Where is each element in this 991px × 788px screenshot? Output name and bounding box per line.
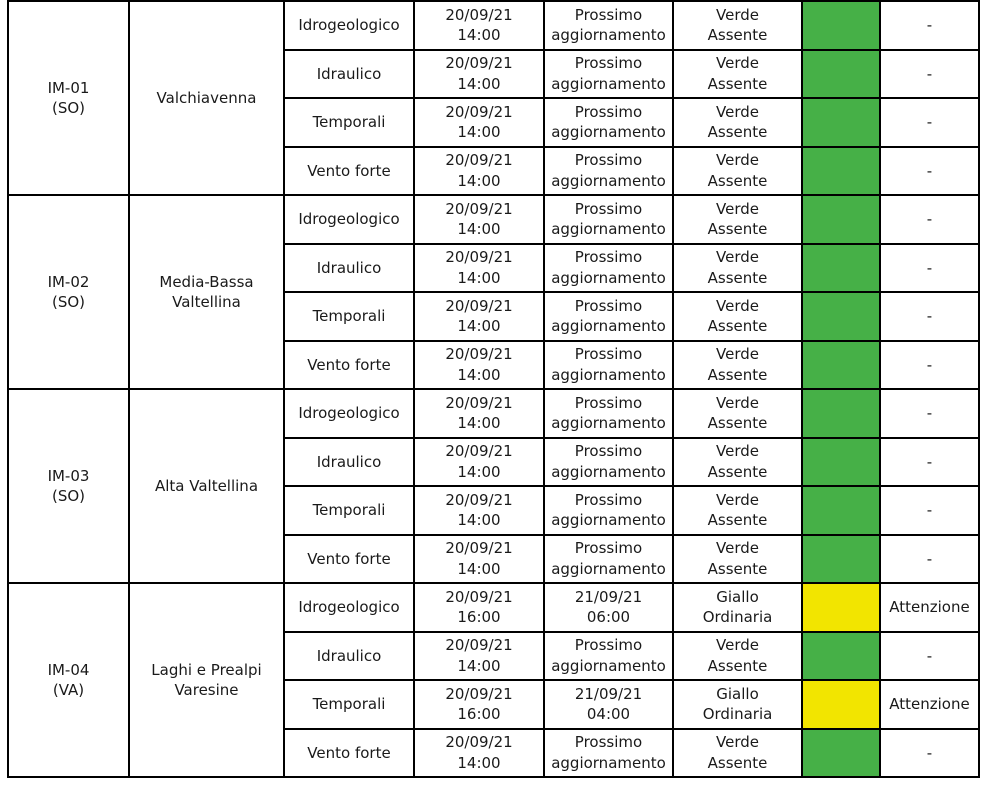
issue-datetime-cell-line-2: 14:00	[457, 220, 501, 239]
table-row	[8, 195, 979, 244]
issue-datetime-cell-line-2: 14:00	[457, 414, 501, 433]
alert-color-swatch	[802, 680, 880, 729]
next-update-cell-line-1: Prossimo	[574, 733, 643, 752]
alert-level-cell-line-1: Verde	[716, 393, 759, 412]
alert-table	[7, 0, 980, 778]
issue-datetime-cell	[414, 147, 544, 196]
issue-datetime-cell-line-1: 20/09/21	[445, 248, 513, 267]
next-update-cell-line-1: Prossimo	[574, 54, 643, 73]
alert-level-cell	[673, 244, 802, 293]
risk-type-cell: Vento forte	[284, 729, 414, 778]
alert-level-cell-line-1: Verde	[716, 539, 759, 558]
next-update-cell	[544, 195, 673, 244]
alert-level-cell-line-2: Assente	[707, 511, 768, 530]
risk-type-cell: Vento forte	[284, 535, 414, 584]
zone-code-cell	[8, 1, 129, 195]
alert-level-cell	[673, 583, 802, 632]
zone-name-cell	[129, 195, 284, 389]
next-update-cell	[544, 535, 673, 584]
zone-code-cell	[8, 583, 129, 777]
issue-datetime-cell	[414, 583, 544, 632]
zone-name-cell-line-2: Varesine	[174, 681, 239, 699]
alert-level-cell-line-2: Assente	[707, 559, 768, 578]
next-update-cell	[544, 244, 673, 293]
operative-phase-cell: -	[880, 632, 979, 681]
next-update-cell-line-2: aggiornamento	[551, 365, 666, 384]
issue-datetime-cell	[414, 1, 544, 50]
next-update-cell	[544, 1, 673, 50]
operative-phase-cell: -	[880, 98, 979, 147]
next-update-cell-line-1: Prossimo	[574, 151, 643, 170]
alert-level-cell	[673, 486, 802, 535]
operative-phase-cell: -	[880, 535, 979, 584]
next-update-cell-line-1: Prossimo	[574, 296, 643, 315]
alert-level-cell	[673, 389, 802, 438]
alert-level-cell	[673, 729, 802, 778]
issue-datetime-cell-line-2: 14:00	[457, 268, 501, 287]
next-update-cell-line-1: Prossimo	[574, 199, 643, 218]
issue-datetime-cell-line-2: 14:00	[457, 511, 501, 530]
zone-code-cell-line-1: IM-02	[47, 272, 90, 291]
next-update-cell-line-1: Prossimo	[574, 442, 643, 461]
issue-datetime-cell-line-1: 20/09/21	[445, 490, 513, 509]
next-update-cell-line-1: Prossimo	[574, 345, 643, 364]
issue-datetime-cell-line-1: 20/09/21	[445, 5, 513, 24]
alert-level-cell	[673, 195, 802, 244]
issue-datetime-cell-line-2: 16:00	[457, 608, 501, 627]
alert-color-swatch	[802, 98, 880, 147]
alert-color-swatch	[802, 729, 880, 778]
alert-level-cell-line-1: Giallo	[716, 684, 759, 703]
operative-phase-cell: -	[880, 341, 979, 390]
issue-datetime-cell-line-1: 20/09/21	[445, 102, 513, 121]
alert-level-cell-line-2: Assente	[707, 74, 768, 93]
next-update-cell-line-2: aggiornamento	[551, 268, 666, 287]
next-update-cell-line-1: 21/09/21	[574, 587, 643, 606]
issue-datetime-cell-line-2: 16:00	[457, 705, 501, 724]
alert-level-cell-line-2: Assente	[707, 365, 768, 384]
next-update-cell-line-2: aggiornamento	[551, 171, 666, 190]
risk-type-cell: Idrogeologico	[284, 583, 414, 632]
issue-datetime-cell-line-2: 14:00	[457, 559, 501, 578]
operative-phase-cell: -	[880, 50, 979, 99]
risk-type-cell: Idrogeologico	[284, 195, 414, 244]
issue-datetime-cell	[414, 438, 544, 487]
issue-datetime-cell-line-2: 14:00	[457, 123, 501, 142]
alert-level-cell-line-1: Verde	[716, 636, 759, 655]
alert-level-cell-line-1: Verde	[716, 248, 759, 267]
next-update-cell-line-1: Prossimo	[574, 248, 643, 267]
alert-level-cell-line-2: Ordinaria	[702, 608, 773, 627]
alert-level-cell-line-2: Assente	[707, 26, 768, 45]
next-update-cell-line-1: Prossimo	[574, 636, 643, 655]
issue-datetime-cell	[414, 244, 544, 293]
issue-datetime-cell	[414, 729, 544, 778]
issue-datetime-cell-line-1: 20/09/21	[445, 393, 513, 412]
zone-code-cell-line-2: (SO)	[51, 487, 86, 505]
zone-code-cell-line-2: (SO)	[51, 293, 86, 311]
table-row	[8, 583, 979, 632]
alert-color-swatch	[802, 244, 880, 293]
next-update-cell-line-2: aggiornamento	[551, 220, 666, 239]
risk-type-cell: Temporali	[284, 98, 414, 147]
zone-code-cell	[8, 195, 129, 389]
alert-color-swatch	[802, 341, 880, 390]
next-update-cell	[544, 680, 673, 729]
zone-name-cell-line-2: Valtellina	[172, 293, 241, 311]
alert-level-cell-line-1: Verde	[716, 199, 759, 218]
alert-level-cell-line-1: Verde	[716, 102, 759, 121]
next-update-cell-line-2: aggiornamento	[551, 559, 666, 578]
operative-phase-cell: Attenzione	[880, 583, 979, 632]
alert-level-cell	[673, 680, 802, 729]
zone-code-cell-line-1: IM-01	[47, 78, 90, 97]
risk-type-cell: Idraulico	[284, 50, 414, 99]
alert-level-cell-line-2: Assente	[707, 462, 768, 481]
next-update-cell-line-2: aggiornamento	[551, 462, 666, 481]
operative-phase-cell: -	[880, 438, 979, 487]
alert-level-cell-line-1: Verde	[716, 54, 759, 73]
alert-level-cell-line-2: Assente	[707, 656, 768, 675]
alert-level-cell	[673, 98, 802, 147]
alert-level-cell	[673, 1, 802, 50]
next-update-cell	[544, 486, 673, 535]
issue-datetime-cell	[414, 389, 544, 438]
risk-type-cell: Temporali	[284, 680, 414, 729]
issue-datetime-cell-line-1: 20/09/21	[445, 345, 513, 364]
zone-code-cell-line-1: IM-04	[47, 660, 90, 679]
alert-level-cell-line-2: Assente	[707, 268, 768, 287]
alert-level-cell	[673, 438, 802, 487]
operative-phase-cell: -	[880, 195, 979, 244]
alert-color-swatch	[802, 195, 880, 244]
alert-level-cell-line-1: Verde	[716, 442, 759, 461]
issue-datetime-cell-line-2: 14:00	[457, 171, 501, 190]
next-update-cell	[544, 147, 673, 196]
issue-datetime-cell	[414, 680, 544, 729]
alert-level-cell-line-1: Verde	[716, 151, 759, 170]
table-row	[8, 389, 979, 438]
issue-datetime-cell-line-2: 14:00	[457, 74, 501, 93]
issue-datetime-cell	[414, 632, 544, 681]
operative-phase-cell: -	[880, 389, 979, 438]
next-update-cell	[544, 729, 673, 778]
zone-name-cell: Valchiavenna	[129, 1, 284, 195]
issue-datetime-cell	[414, 50, 544, 99]
issue-datetime-cell-line-1: 20/09/21	[445, 54, 513, 73]
issue-datetime-cell-line-2: 14:00	[457, 462, 501, 481]
risk-type-cell: Idrogeologico	[284, 389, 414, 438]
alert-level-cell	[673, 147, 802, 196]
issue-datetime-cell-line-2: 14:00	[457, 26, 501, 45]
alert-color-swatch	[802, 50, 880, 99]
zone-name-cell: Alta Valtellina	[129, 389, 284, 583]
alert-color-swatch	[802, 535, 880, 584]
alert-color-swatch	[802, 583, 880, 632]
risk-type-cell: Temporali	[284, 292, 414, 341]
issue-datetime-cell-line-2: 14:00	[457, 753, 501, 772]
issue-datetime-cell-line-1: 20/09/21	[445, 539, 513, 558]
issue-datetime-cell	[414, 486, 544, 535]
operative-phase-cell: -	[880, 292, 979, 341]
zone-name-cell	[129, 583, 284, 777]
issue-datetime-cell-line-1: 20/09/21	[445, 151, 513, 170]
alert-level-cell	[673, 292, 802, 341]
next-update-cell-line-2: 04:00	[586, 705, 631, 724]
zone-code-cell-line-1: IM-03	[47, 466, 90, 485]
next-update-cell	[544, 389, 673, 438]
issue-datetime-cell-line-1: 20/09/21	[445, 296, 513, 315]
alert-level-cell-line-2: Assente	[707, 753, 768, 772]
alert-level-cell-line-2: Assente	[707, 317, 768, 336]
operative-phase-cell: -	[880, 729, 979, 778]
next-update-cell-line-2: aggiornamento	[551, 74, 666, 93]
issue-datetime-cell	[414, 98, 544, 147]
risk-type-cell: Vento forte	[284, 341, 414, 390]
issue-datetime-cell	[414, 341, 544, 390]
issue-datetime-cell	[414, 292, 544, 341]
operative-phase-cell: -	[880, 486, 979, 535]
issue-datetime-cell	[414, 195, 544, 244]
risk-type-cell: Idrogeologico	[284, 1, 414, 50]
alert-color-swatch	[802, 147, 880, 196]
table-body	[8, 1, 979, 777]
alert-level-cell-line-2: Assente	[707, 123, 768, 142]
alert-level-cell-line-1: Giallo	[716, 587, 759, 606]
risk-type-cell: Temporali	[284, 486, 414, 535]
alert-color-swatch	[802, 438, 880, 487]
alert-color-swatch	[802, 292, 880, 341]
issue-datetime-cell-line-2: 14:00	[457, 365, 501, 384]
next-update-cell-line-2: aggiornamento	[551, 317, 666, 336]
alert-level-cell	[673, 632, 802, 681]
risk-type-cell: Idraulico	[284, 438, 414, 487]
operative-phase-cell: -	[880, 147, 979, 196]
next-update-cell	[544, 438, 673, 487]
next-update-cell-line-2: aggiornamento	[551, 26, 666, 45]
risk-type-cell: Idraulico	[284, 632, 414, 681]
next-update-cell-line-2: 06:00	[586, 608, 631, 627]
next-update-cell-line-1: Prossimo	[574, 102, 643, 121]
issue-datetime-cell-line-1: 20/09/21	[445, 636, 513, 655]
next-update-cell-line-2: aggiornamento	[551, 123, 666, 142]
next-update-cell-line-1: 21/09/21	[574, 684, 643, 703]
alert-level-cell	[673, 341, 802, 390]
alert-level-cell-line-1: Verde	[716, 490, 759, 509]
alert-level-cell-line-1: Verde	[716, 733, 759, 752]
next-update-cell	[544, 98, 673, 147]
issue-datetime-cell-line-2: 14:00	[457, 656, 501, 675]
next-update-cell	[544, 632, 673, 681]
next-update-cell-line-2: aggiornamento	[551, 511, 666, 530]
alert-color-swatch	[802, 1, 880, 50]
issue-datetime-cell-line-1: 20/09/21	[445, 442, 513, 461]
zone-code-cell-line-2: (SO)	[51, 99, 86, 117]
next-update-cell-line-1: Prossimo	[574, 5, 643, 24]
alert-level-cell	[673, 50, 802, 99]
alert-level-cell	[673, 535, 802, 584]
next-update-cell	[544, 50, 673, 99]
zone-name-cell-line-1: Media-Bassa	[159, 272, 254, 291]
next-update-cell	[544, 341, 673, 390]
zone-code-cell	[8, 389, 129, 583]
next-update-cell-line-2: aggiornamento	[551, 414, 666, 433]
alert-level-cell-line-2: Assente	[707, 220, 768, 239]
operative-phase-cell: Attenzione	[880, 680, 979, 729]
alert-level-cell-line-1: Verde	[716, 296, 759, 315]
next-update-cell	[544, 292, 673, 341]
table-row	[8, 1, 979, 50]
issue-datetime-cell-line-1: 20/09/21	[445, 587, 513, 606]
next-update-cell-line-1: Prossimo	[574, 393, 643, 412]
alert-color-swatch	[802, 632, 880, 681]
issue-datetime-cell-line-1: 20/09/21	[445, 199, 513, 218]
alert-level-cell-line-1: Verde	[716, 5, 759, 24]
next-update-cell-line-2: aggiornamento	[551, 753, 666, 772]
alert-level-cell-line-1: Verde	[716, 345, 759, 364]
risk-type-cell: Vento forte	[284, 147, 414, 196]
next-update-cell-line-2: aggiornamento	[551, 656, 666, 675]
alert-color-swatch	[802, 486, 880, 535]
operative-phase-cell: -	[880, 1, 979, 50]
next-update-cell-line-1: Prossimo	[574, 539, 643, 558]
alert-level-cell-line-2: Ordinaria	[702, 705, 773, 724]
issue-datetime-cell-line-2: 14:00	[457, 317, 501, 336]
next-update-cell	[544, 583, 673, 632]
risk-type-cell: Idraulico	[284, 244, 414, 293]
next-update-cell-line-1: Prossimo	[574, 490, 643, 509]
issue-datetime-cell-line-1: 20/09/21	[445, 684, 513, 703]
zone-name-cell-line-1: Laghi e Prealpi	[151, 660, 262, 679]
operative-phase-cell: -	[880, 244, 979, 293]
alert-level-cell-line-2: Assente	[707, 171, 768, 190]
issue-datetime-cell	[414, 535, 544, 584]
alert-color-swatch	[802, 389, 880, 438]
issue-datetime-cell-line-1: 20/09/21	[445, 733, 513, 752]
zone-code-cell-line-2: (VA)	[52, 681, 85, 699]
alert-level-cell-line-2: Assente	[707, 414, 768, 433]
